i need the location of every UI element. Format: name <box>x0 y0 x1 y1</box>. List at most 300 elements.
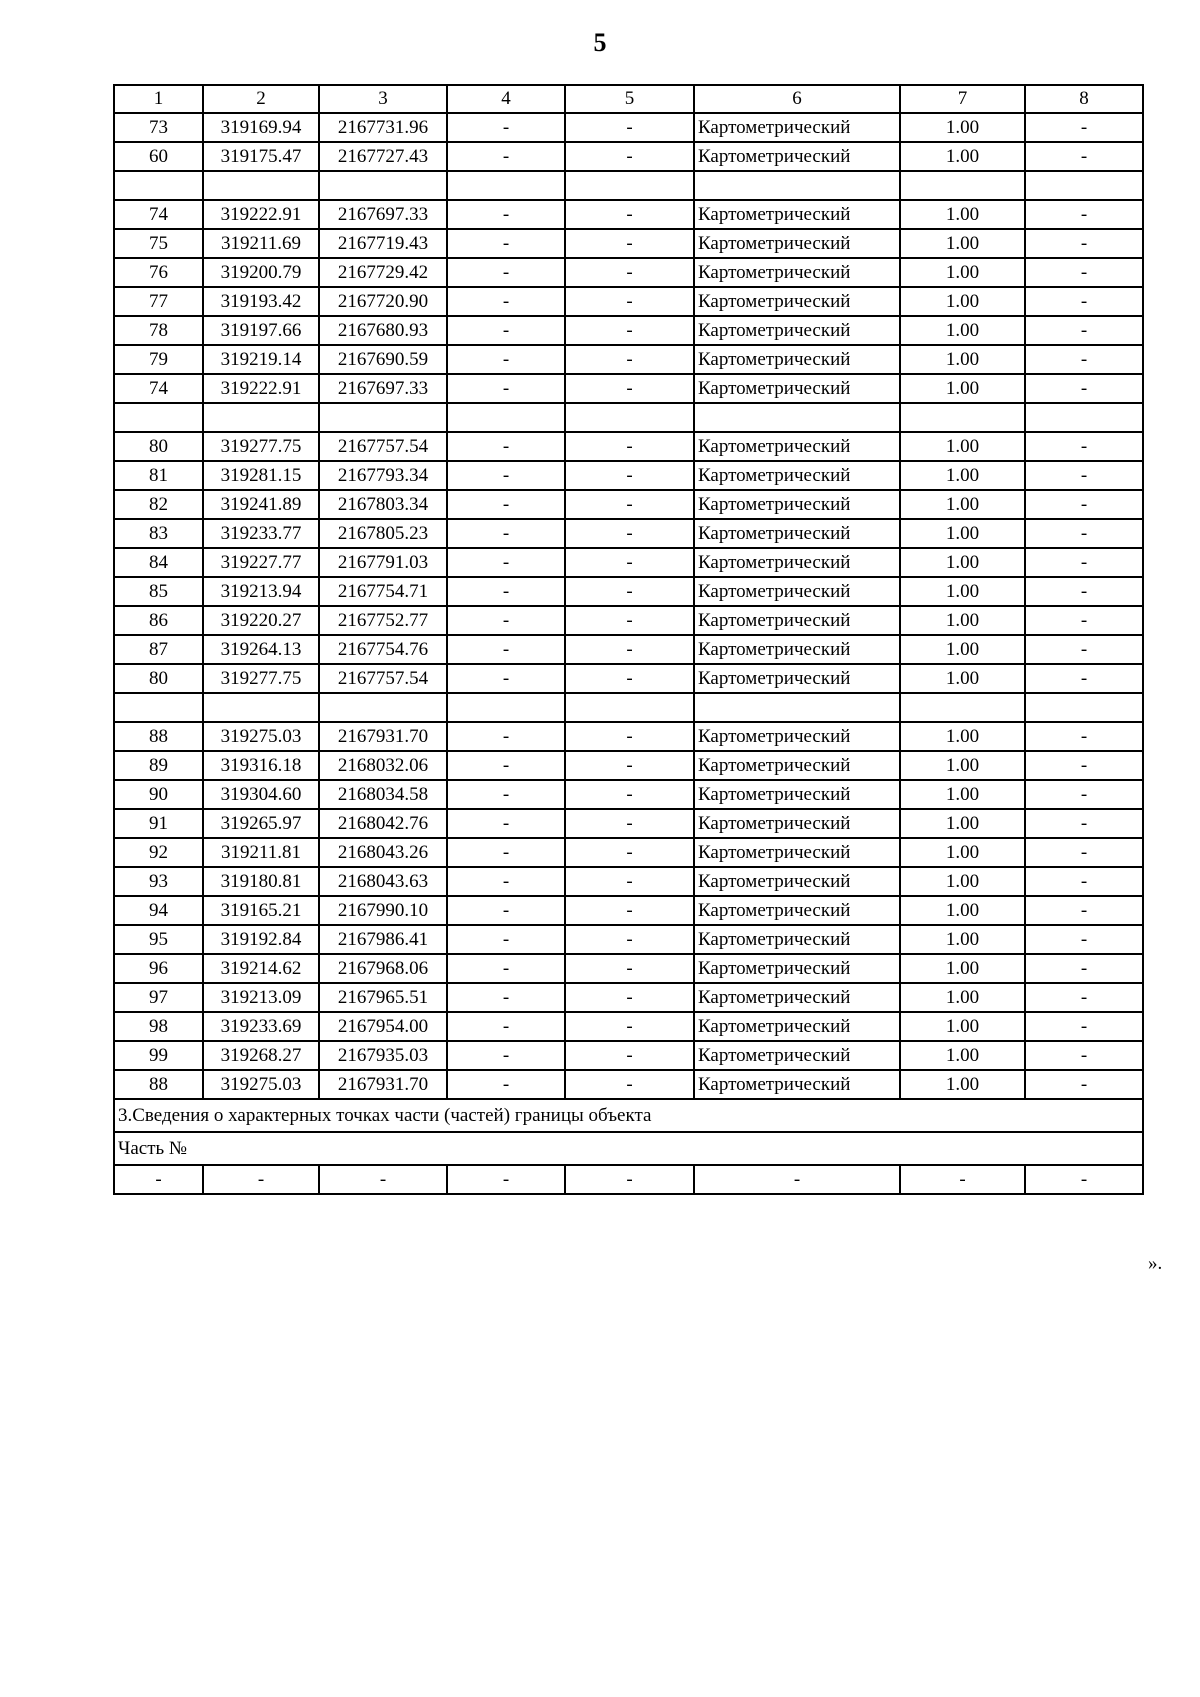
table-cell: 319213.94 <box>203 577 319 606</box>
table-row <box>114 838 1143 867</box>
table-cell: - <box>1025 345 1143 374</box>
table-cell: 319219.14 <box>203 345 319 374</box>
table-row <box>114 461 1143 490</box>
table-cell: 2167727.43 <box>319 142 447 171</box>
table-row <box>114 142 1143 171</box>
table-cell: Картометрический <box>694 954 900 983</box>
table-cell: - <box>565 1012 694 1041</box>
part-cell: - <box>694 1165 900 1194</box>
table-cell: - <box>565 142 694 171</box>
table-cell: 319264.13 <box>203 635 319 664</box>
table-cell: - <box>1025 896 1143 925</box>
table-cell: - <box>447 548 565 577</box>
table-cell <box>447 693 565 722</box>
header-cell: 8 <box>1025 85 1143 113</box>
table-cell: 2167986.41 <box>319 925 447 954</box>
table-cell <box>114 171 203 200</box>
table-cell: 1.00 <box>900 954 1025 983</box>
table-row <box>114 258 1143 287</box>
table-cell: - <box>565 345 694 374</box>
table-cell: - <box>447 751 565 780</box>
table-cell: - <box>565 1070 694 1099</box>
table-cell: - <box>447 954 565 983</box>
table-cell: - <box>447 983 565 1012</box>
table-cell: - <box>565 577 694 606</box>
table-cell: - <box>1025 780 1143 809</box>
table-cell: - <box>565 925 694 954</box>
table-cell: - <box>1025 316 1143 345</box>
table-cell: Картометрический <box>694 374 900 403</box>
table-cell: 1.00 <box>900 432 1025 461</box>
table-cell: 2167754.71 <box>319 577 447 606</box>
table-cell: 1.00 <box>900 751 1025 780</box>
table-cell: Картометрический <box>694 635 900 664</box>
table-cell: - <box>1025 432 1143 461</box>
table-cell: - <box>1025 664 1143 693</box>
table-cell: Картометрический <box>694 1070 900 1099</box>
table-cell: Картометрический <box>694 664 900 693</box>
table-cell: 1.00 <box>900 925 1025 954</box>
closing-quote: ». <box>1148 1253 1163 1274</box>
table-cell: 1.00 <box>900 809 1025 838</box>
table-cell: - <box>565 316 694 345</box>
table-cell: - <box>565 432 694 461</box>
table-cell: - <box>565 490 694 519</box>
table-cell: - <box>565 200 694 229</box>
table-cell: - <box>447 142 565 171</box>
table-cell: 319214.62 <box>203 954 319 983</box>
table-cell: 98 <box>114 1012 203 1041</box>
table-cell: - <box>1025 635 1143 664</box>
table-cell: 2167697.33 <box>319 374 447 403</box>
table-cell: 319213.09 <box>203 983 319 1012</box>
section-3-title-row <box>114 1099 1143 1132</box>
table-cell: 319211.69 <box>203 229 319 258</box>
header-cell: 3 <box>319 85 447 113</box>
table-cell: 2167793.34 <box>319 461 447 490</box>
table-cell: Картометрический <box>694 896 900 925</box>
table-cell: - <box>447 374 565 403</box>
table-cell: - <box>565 548 694 577</box>
table-cell: 1.00 <box>900 461 1025 490</box>
table-cell: Картометрический <box>694 316 900 345</box>
table-cell: - <box>1025 751 1143 780</box>
table-cell: 319169.94 <box>203 113 319 142</box>
table-cell: 319275.03 <box>203 1070 319 1099</box>
table-cell: - <box>447 519 565 548</box>
table-cell: Картометрический <box>694 548 900 577</box>
table-cell: 319175.47 <box>203 142 319 171</box>
table-cell: 319227.77 <box>203 548 319 577</box>
table-cell: - <box>447 1041 565 1070</box>
table-cell: 73 <box>114 113 203 142</box>
table-cell <box>900 171 1025 200</box>
table-cell <box>203 403 319 432</box>
table-cell: Картометрический <box>694 751 900 780</box>
table-cell: 2168043.26 <box>319 838 447 867</box>
header-cell: 2 <box>203 85 319 113</box>
table-cell: 2168042.76 <box>319 809 447 838</box>
table-cell: 1.00 <box>900 374 1025 403</box>
table-cell: 319265.97 <box>203 809 319 838</box>
table-cell: - <box>447 316 565 345</box>
table-cell: - <box>447 925 565 954</box>
table-cell: - <box>565 258 694 287</box>
table-cell <box>1025 171 1143 200</box>
table-cell: - <box>1025 577 1143 606</box>
table-cell <box>694 171 900 200</box>
table-cell: 319233.77 <box>203 519 319 548</box>
table-row <box>114 1012 1143 1041</box>
table-cell: - <box>565 780 694 809</box>
table-row <box>114 693 1143 722</box>
table-cell: 2167731.96 <box>319 113 447 142</box>
table-cell <box>114 693 203 722</box>
table-cell: - <box>447 461 565 490</box>
table-cell: - <box>1025 374 1143 403</box>
table-cell: - <box>447 287 565 316</box>
table-cell <box>319 403 447 432</box>
table-cell: - <box>447 432 565 461</box>
table-row <box>114 200 1143 229</box>
table-row <box>114 519 1143 548</box>
table-cell: 1.00 <box>900 490 1025 519</box>
table-cell: 75 <box>114 229 203 258</box>
table-cell: 319277.75 <box>203 664 319 693</box>
table-cell: 2167680.93 <box>319 316 447 345</box>
part-label: Часть № <box>114 1132 1143 1165</box>
table-row <box>114 751 1143 780</box>
table-cell: 79 <box>114 345 203 374</box>
table-cell: 319277.75 <box>203 432 319 461</box>
table-cell: - <box>447 896 565 925</box>
table-cell <box>694 403 900 432</box>
header-cell: 4 <box>447 85 565 113</box>
table-cell: - <box>1025 722 1143 751</box>
table-row <box>114 664 1143 693</box>
table-cell: Картометрический <box>694 983 900 1012</box>
table-cell: - <box>1025 200 1143 229</box>
part-row <box>114 1165 1143 1194</box>
table-cell <box>565 171 694 200</box>
table-cell: 87 <box>114 635 203 664</box>
table-cell <box>900 693 1025 722</box>
table-cell: - <box>1025 548 1143 577</box>
table-cell: 2167803.34 <box>319 490 447 519</box>
table-cell: - <box>447 664 565 693</box>
part-cell: - <box>114 1165 203 1194</box>
table-cell: - <box>1025 1041 1143 1070</box>
table-cell: 319200.79 <box>203 258 319 287</box>
table-cell: 1.00 <box>900 113 1025 142</box>
table-cell: 96 <box>114 954 203 983</box>
table-cell: 1.00 <box>900 548 1025 577</box>
table-cell: 81 <box>114 461 203 490</box>
table-cell: - <box>447 780 565 809</box>
table-cell: Картометрический <box>694 809 900 838</box>
table-cell: - <box>565 519 694 548</box>
table-cell: 1.00 <box>900 780 1025 809</box>
table-cell: 74 <box>114 374 203 403</box>
table-cell: - <box>565 374 694 403</box>
table-cell <box>447 403 565 432</box>
table-cell: 88 <box>114 1070 203 1099</box>
table-cell: - <box>1025 925 1143 954</box>
table-cell <box>114 403 203 432</box>
table-cell: - <box>447 229 565 258</box>
table-row <box>114 722 1143 751</box>
table-cell: - <box>447 490 565 519</box>
table-row <box>114 548 1143 577</box>
table-cell: 82 <box>114 490 203 519</box>
table-cell: Картометрический <box>694 867 900 896</box>
table-cell: - <box>1025 461 1143 490</box>
table-cell <box>319 693 447 722</box>
table-cell: Картометрический <box>694 577 900 606</box>
part-cell: - <box>1025 1165 1143 1194</box>
table-cell: 2168032.06 <box>319 751 447 780</box>
table-cell: 1.00 <box>900 722 1025 751</box>
header-cell: 5 <box>565 85 694 113</box>
table-cell: - <box>565 896 694 925</box>
table-cell: Картометрический <box>694 1012 900 1041</box>
table-cell: Картометрический <box>694 142 900 171</box>
table-cell: 2167931.70 <box>319 722 447 751</box>
table-cell: 74 <box>114 200 203 229</box>
table-cell <box>1025 403 1143 432</box>
table-cell: - <box>447 345 565 374</box>
table-cell: 1.00 <box>900 664 1025 693</box>
table-cell: 2168034.58 <box>319 780 447 809</box>
table-cell: 319281.15 <box>203 461 319 490</box>
table-cell: 319193.42 <box>203 287 319 316</box>
part-cell: - <box>447 1165 565 1194</box>
table-cell: - <box>1025 983 1143 1012</box>
table-row <box>114 171 1143 200</box>
table-cell: - <box>565 1041 694 1070</box>
table-cell: 319304.60 <box>203 780 319 809</box>
table-cell: 84 <box>114 548 203 577</box>
table-cell: Картометрический <box>694 229 900 258</box>
table-cell: - <box>1025 490 1143 519</box>
table-cell: 319241.89 <box>203 490 319 519</box>
table-row <box>114 954 1143 983</box>
table-cell: 2167968.06 <box>319 954 447 983</box>
table-cell: - <box>447 722 565 751</box>
table-cell: - <box>1025 606 1143 635</box>
table-cell: 319211.81 <box>203 838 319 867</box>
table-cell: 1.00 <box>900 896 1025 925</box>
part-label-row <box>114 1132 1143 1165</box>
table-cell: Картометрический <box>694 606 900 635</box>
table-cell: 1.00 <box>900 1041 1025 1070</box>
table-cell: - <box>1025 113 1143 142</box>
table-row <box>114 345 1143 374</box>
table-row <box>114 809 1143 838</box>
section-3 <box>114 1099 1143 1194</box>
table-cell: - <box>447 258 565 287</box>
part-cell: - <box>319 1165 447 1194</box>
table-cell: 76 <box>114 258 203 287</box>
table-row <box>114 490 1143 519</box>
table-cell: 94 <box>114 896 203 925</box>
table-cell: 1.00 <box>900 983 1025 1012</box>
section-3-title: 3.Сведения о характерных точках части (частей) границы объекта <box>114 1099 1143 1132</box>
table-cell: Картометрический <box>694 200 900 229</box>
table-cell: 80 <box>114 664 203 693</box>
table-cell: 2167805.23 <box>319 519 447 548</box>
table-cell: 1.00 <box>900 200 1025 229</box>
table-cell <box>900 403 1025 432</box>
table-cell <box>319 171 447 200</box>
table-cell: 2167754.76 <box>319 635 447 664</box>
table-cell: 2167719.43 <box>319 229 447 258</box>
table-cell: - <box>565 751 694 780</box>
table-cell: 2167720.90 <box>319 287 447 316</box>
table-cell: - <box>565 664 694 693</box>
table-cell: - <box>565 809 694 838</box>
table-row <box>114 983 1143 1012</box>
table-cell: - <box>565 287 694 316</box>
table-cell: 319220.27 <box>203 606 319 635</box>
table-cell: - <box>565 722 694 751</box>
table-cell: - <box>1025 229 1143 258</box>
table-cell: - <box>565 838 694 867</box>
table-cell: 89 <box>114 751 203 780</box>
table-cell: 319233.69 <box>203 1012 319 1041</box>
table-cell: 2167791.03 <box>319 548 447 577</box>
table-row <box>114 867 1143 896</box>
table-cell: Картометрический <box>694 838 900 867</box>
table-body <box>114 85 1143 1099</box>
table-row <box>114 287 1143 316</box>
table-cell: Картометрический <box>694 722 900 751</box>
table-row <box>114 374 1143 403</box>
table-cell: 80 <box>114 432 203 461</box>
table-cell: - <box>1025 287 1143 316</box>
table-cell: - <box>565 867 694 896</box>
table-cell: 1.00 <box>900 577 1025 606</box>
table-cell: Картометрический <box>694 490 900 519</box>
table-cell: - <box>565 461 694 490</box>
table-cell: 60 <box>114 142 203 171</box>
table-cell: - <box>447 113 565 142</box>
table-cell: 1.00 <box>900 229 1025 258</box>
table-cell: 1.00 <box>900 345 1025 374</box>
table-cell: - <box>565 113 694 142</box>
table-cell: Картометрический <box>694 258 900 287</box>
table-cell: - <box>1025 142 1143 171</box>
table-cell: - <box>447 838 565 867</box>
table-cell: Картометрический <box>694 461 900 490</box>
table-cell: 2167965.51 <box>319 983 447 1012</box>
table-cell: 1.00 <box>900 838 1025 867</box>
table-cell: 1.00 <box>900 287 1025 316</box>
table-cell: 2167954.00 <box>319 1012 447 1041</box>
header-cell: 1 <box>114 85 203 113</box>
table-cell: 83 <box>114 519 203 548</box>
table-cell: 99 <box>114 1041 203 1070</box>
table-cell: Картометрический <box>694 113 900 142</box>
table-row <box>114 577 1143 606</box>
coordinates-table <box>113 84 1144 1195</box>
table-row <box>114 780 1143 809</box>
table-cell: - <box>1025 954 1143 983</box>
table-cell: 2167757.54 <box>319 432 447 461</box>
table-cell: 1.00 <box>900 258 1025 287</box>
table-cell: 1.00 <box>900 316 1025 345</box>
table-cell: - <box>447 1070 565 1099</box>
table-cell: 92 <box>114 838 203 867</box>
table-row <box>114 403 1143 432</box>
table-cell: 319268.27 <box>203 1041 319 1070</box>
table-cell: 91 <box>114 809 203 838</box>
table-cell: Картометрический <box>694 287 900 316</box>
table-row <box>114 1041 1143 1070</box>
table-cell: - <box>1025 1012 1143 1041</box>
part-cell: - <box>900 1165 1025 1194</box>
table-cell: 93 <box>114 867 203 896</box>
table-cell: - <box>1025 258 1143 287</box>
table-cell: 97 <box>114 983 203 1012</box>
table-cell: 1.00 <box>900 1070 1025 1099</box>
table-row <box>114 606 1143 635</box>
table-cell: 1.00 <box>900 867 1025 896</box>
table-cell: 2167697.33 <box>319 200 447 229</box>
table-cell: - <box>447 200 565 229</box>
table-row <box>114 896 1143 925</box>
table-row <box>114 113 1143 142</box>
table-row <box>114 229 1143 258</box>
table-cell: 78 <box>114 316 203 345</box>
table-cell: - <box>1025 1070 1143 1099</box>
table-row <box>114 635 1143 664</box>
table-cell: Картометрический <box>694 925 900 954</box>
table-cell: 319316.18 <box>203 751 319 780</box>
table-cell: 319275.03 <box>203 722 319 751</box>
table-cell: - <box>565 954 694 983</box>
table-cell: 2167752.77 <box>319 606 447 635</box>
table-cell <box>565 693 694 722</box>
table-cell: 319165.21 <box>203 896 319 925</box>
table-cell: Картометрический <box>694 432 900 461</box>
table-cell: - <box>1025 519 1143 548</box>
table-cell: 319180.81 <box>203 867 319 896</box>
table-cell <box>203 693 319 722</box>
table-cell: - <box>565 983 694 1012</box>
table-cell <box>694 693 900 722</box>
part-cell: - <box>565 1165 694 1194</box>
table-cell: 2167990.10 <box>319 896 447 925</box>
table-cell: - <box>447 635 565 664</box>
table-cell: 1.00 <box>900 635 1025 664</box>
header-cell: 7 <box>900 85 1025 113</box>
table-cell <box>1025 693 1143 722</box>
table-cell: 319222.91 <box>203 374 319 403</box>
header-cell: 6 <box>694 85 900 113</box>
table-cell: 2167931.70 <box>319 1070 447 1099</box>
table-cell: 1.00 <box>900 1012 1025 1041</box>
page-number: 5 <box>593 28 607 57</box>
table-cell: - <box>1025 809 1143 838</box>
table-row <box>114 316 1143 345</box>
table-cell <box>447 171 565 200</box>
table-cell: Картометрический <box>694 345 900 374</box>
table-cell: 2167729.42 <box>319 258 447 287</box>
table-cell: 2168043.63 <box>319 867 447 896</box>
table-cell: - <box>447 606 565 635</box>
table-cell: 2167935.03 <box>319 1041 447 1070</box>
